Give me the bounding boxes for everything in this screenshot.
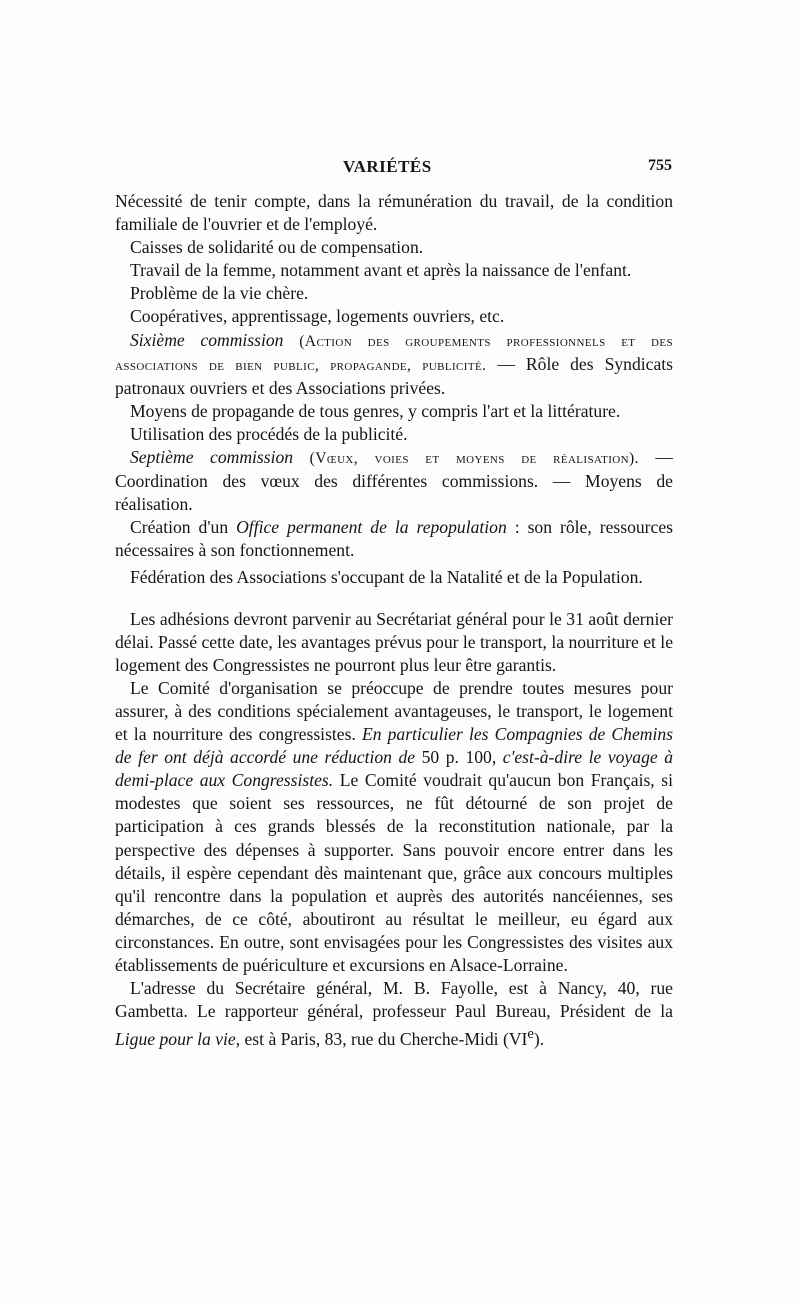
commission-heading: Sixième commission (130, 329, 284, 350)
paragraph-sixth-commission (115, 329, 673, 400)
commission-topic: (Action des groupements professionnels et des associations de bien public, propagande, publicité. (115, 332, 673, 374)
paragraph-13 (115, 677, 673, 977)
paragraph-11: Fédération des Associations s'occupant de la Natalité et de la Population. (130, 566, 643, 587)
paragraph-1: Nécessité de tenir compte, dans la rémunération du travail, de la condition familiale de l'ouvrier et de l'employé. (115, 191, 673, 235)
section-gap (115, 589, 673, 608)
text-run: ). (533, 1029, 545, 1050)
running-header-title: VARIÉTÉS (343, 157, 432, 176)
paragraph-14 (115, 977, 673, 1051)
league-name: Ligue pour la vie (115, 1029, 236, 1050)
paragraph-4: Problème de la vie chère. (130, 283, 309, 304)
paragraph-2: Caisses de solidarité ou de compensation. (130, 237, 424, 258)
paragraph-5: Coopératives, apprentissage, logements ouvriers, etc. (130, 306, 505, 327)
commission-text: — Coordination des vœux des différentes commissions. — Moyens de réalisation. (115, 447, 674, 515)
text-run: L'adresse du Secrétaire général, M. B. Fayolle, est à Nancy, 40, rue Gambetta. Le rapporteur général, professeur Paul Bureau, Président de la (115, 978, 673, 1022)
office-name: Office permanent de la repopulation (236, 517, 507, 538)
commission-topic: (Vœux, voies et moyens de réalisation). (309, 450, 639, 468)
paragraph-8: Utilisation des procédés de la publicité. (130, 423, 408, 444)
superscript: e (527, 1026, 534, 1043)
paragraph-12: Les adhésions devront parvenir au Secrétariat général pour le 31 août dernier délai. Passé cette date, les avantages prévus pour le transport, la nourriture et le logement des Congressistes ne pourront plus leur être garantis. (115, 608, 673, 675)
italic-run: En particulier les Compagnies de Chemins de fer ont déjà accordé une réduction de (115, 724, 673, 768)
text-run: 50 p. 100, (415, 747, 503, 768)
text-run: Création d'un (130, 517, 237, 538)
text-run: : son rôle, ressources nécessaires à son fonctionnement. (115, 517, 673, 561)
text-run: Le Comité d'organisation se préoccupe de prendre toutes mesures pour assurer, à des conditions spécialement avantageuses, le transport, le logement et la nourriture des congressistes. (115, 677, 673, 745)
text-run: , est à Paris, 83, rue du Cherche-Midi (VI (235, 1029, 528, 1050)
italic-run: c'est-à-dire le voyage à demi-place aux Congressistes. (115, 747, 673, 791)
paragraph-seventh-commission (115, 446, 673, 516)
text-run: Le Comité voudrait qu'aucun bon Français, si modestes que soient ses ressources, ne fût détourné de son projet de participation à ces grands blessés de la reconstitution nationale, par la perspective des dépenses à supporter. Sans pouvoir encore entrer dans les détails, il espère cependant dès maintenant que, grâce aux concours multiples qu'il rencontre dans la population et auprès des autorités nancéiennes, ses démarches, de ce côté, aboutiront au résultat le meilleur, eu égard aux circonstances. En outre, sont envisagées pour les Congressistes des visites aux établissements de puériculture et excursions en Alsace-Lorraine. (115, 770, 673, 975)
paragraph-7: Moyens de propagande de tous genres, y compris l'art et la littérature. (130, 400, 621, 421)
commission-heading: Septième commission (130, 447, 294, 468)
page-number: 755 (648, 157, 672, 174)
commission-text: — Rôle des Syndicats patronaux ouvriers et des Associations privées. (115, 353, 673, 398)
paragraph-3: Travail de la femme, notamment avant et après la naissance de l'enfant. (130, 260, 632, 281)
page-body (115, 190, 673, 1051)
paragraph-10 (115, 516, 673, 562)
